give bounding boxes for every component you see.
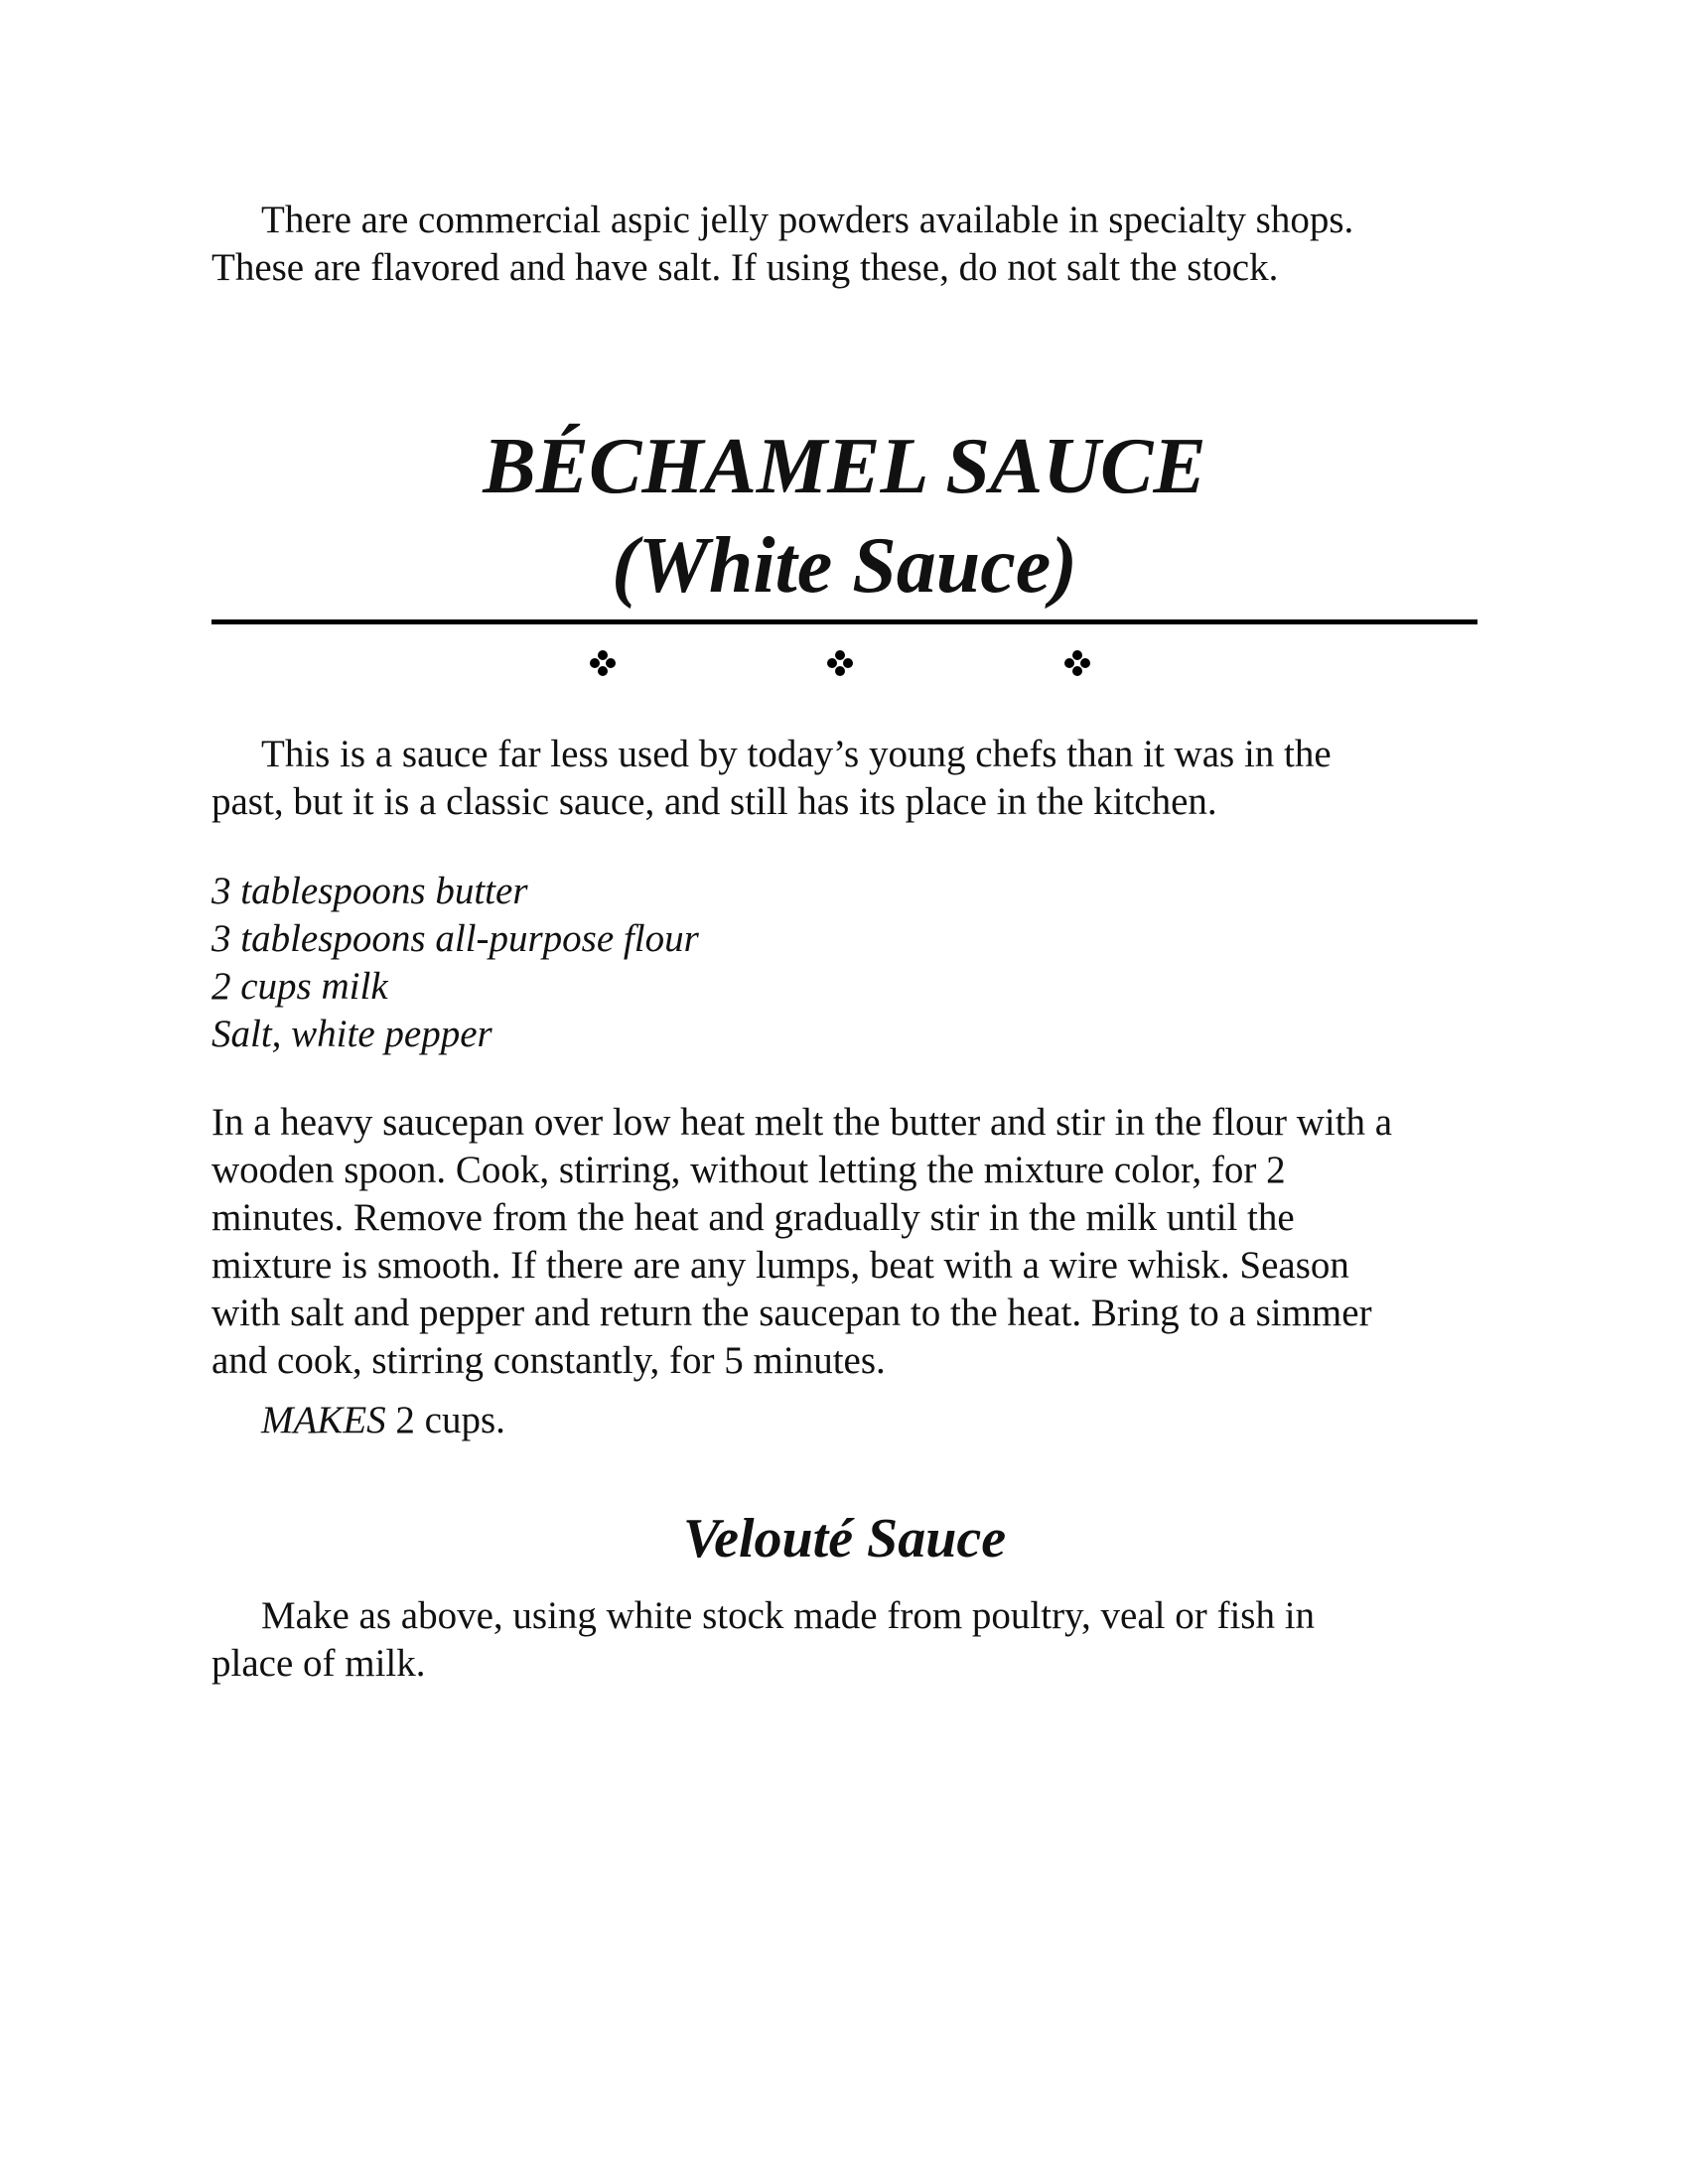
variation-paragraph <box>211 1592 1477 1688</box>
method-line: minutes. Remove from the heat and gradually stir in the milk until the <box>211 1196 1295 1239</box>
aspic-note-line: These are flavored and have salt. If using these, do not salt the stock. <box>211 246 1279 289</box>
method-line: wooden spoon. Cook, stirring, without letting the mixture color, for 2 <box>211 1149 1286 1191</box>
recipe-subtitle: (White Sauce) <box>612 522 1077 610</box>
fleuron-icon <box>1062 648 1092 678</box>
fleuron-icon <box>588 648 618 678</box>
method-line: mixture is smooth. If there are any lumps, beat with a wire whisk. Season <box>211 1244 1349 1287</box>
variation-line: place of milk. <box>211 1642 426 1685</box>
aspic-note-line: There are commercial aspic jelly powders available in specialty shops. <box>261 199 1354 241</box>
ingredient-item: 2 cups milk <box>211 965 388 1008</box>
ingredient-item: 3 tablespoons butter <box>211 870 528 912</box>
aspic-note-paragraph <box>211 197 1477 292</box>
recipe-description <box>211 731 1477 826</box>
yield-line <box>211 1397 1477 1444</box>
fleuron-icon <box>825 648 855 678</box>
description-line: past, but it is a classic sauce, and still has its place in the kitchen. <box>211 780 1217 823</box>
method-line: with salt and pepper and return the saucepan to the heat. Bring to a simmer <box>211 1292 1372 1334</box>
yield-label: MAKES <box>261 1399 386 1441</box>
method-paragraph <box>211 1099 1477 1385</box>
variation-line: Make as above, using white stock made from poultry, veal or fish in <box>261 1594 1316 1637</box>
method-line: In a heavy saucepan over low heat melt the butter and stir in the flour with a <box>211 1101 1393 1144</box>
recipe-title: BÉCHAMEL SAUCE <box>483 423 1206 510</box>
ingredient-item: 3 tablespoons all-purpose flour <box>211 917 699 960</box>
title-divider <box>211 619 1477 624</box>
description-line: This is a sauce far less used by today’s young chefs than it was in the <box>261 733 1332 775</box>
yield-value: 2 cups. <box>385 1399 505 1441</box>
yield-text <box>211 1397 1477 1444</box>
ingredient-list <box>211 868 699 1058</box>
method-line: and cook, stirring constantly, for 5 minutes. <box>211 1339 886 1382</box>
ingredient-item: Salt, white pepper <box>211 1013 492 1055</box>
variation-title: Velouté Sauce <box>682 1508 1007 1570</box>
